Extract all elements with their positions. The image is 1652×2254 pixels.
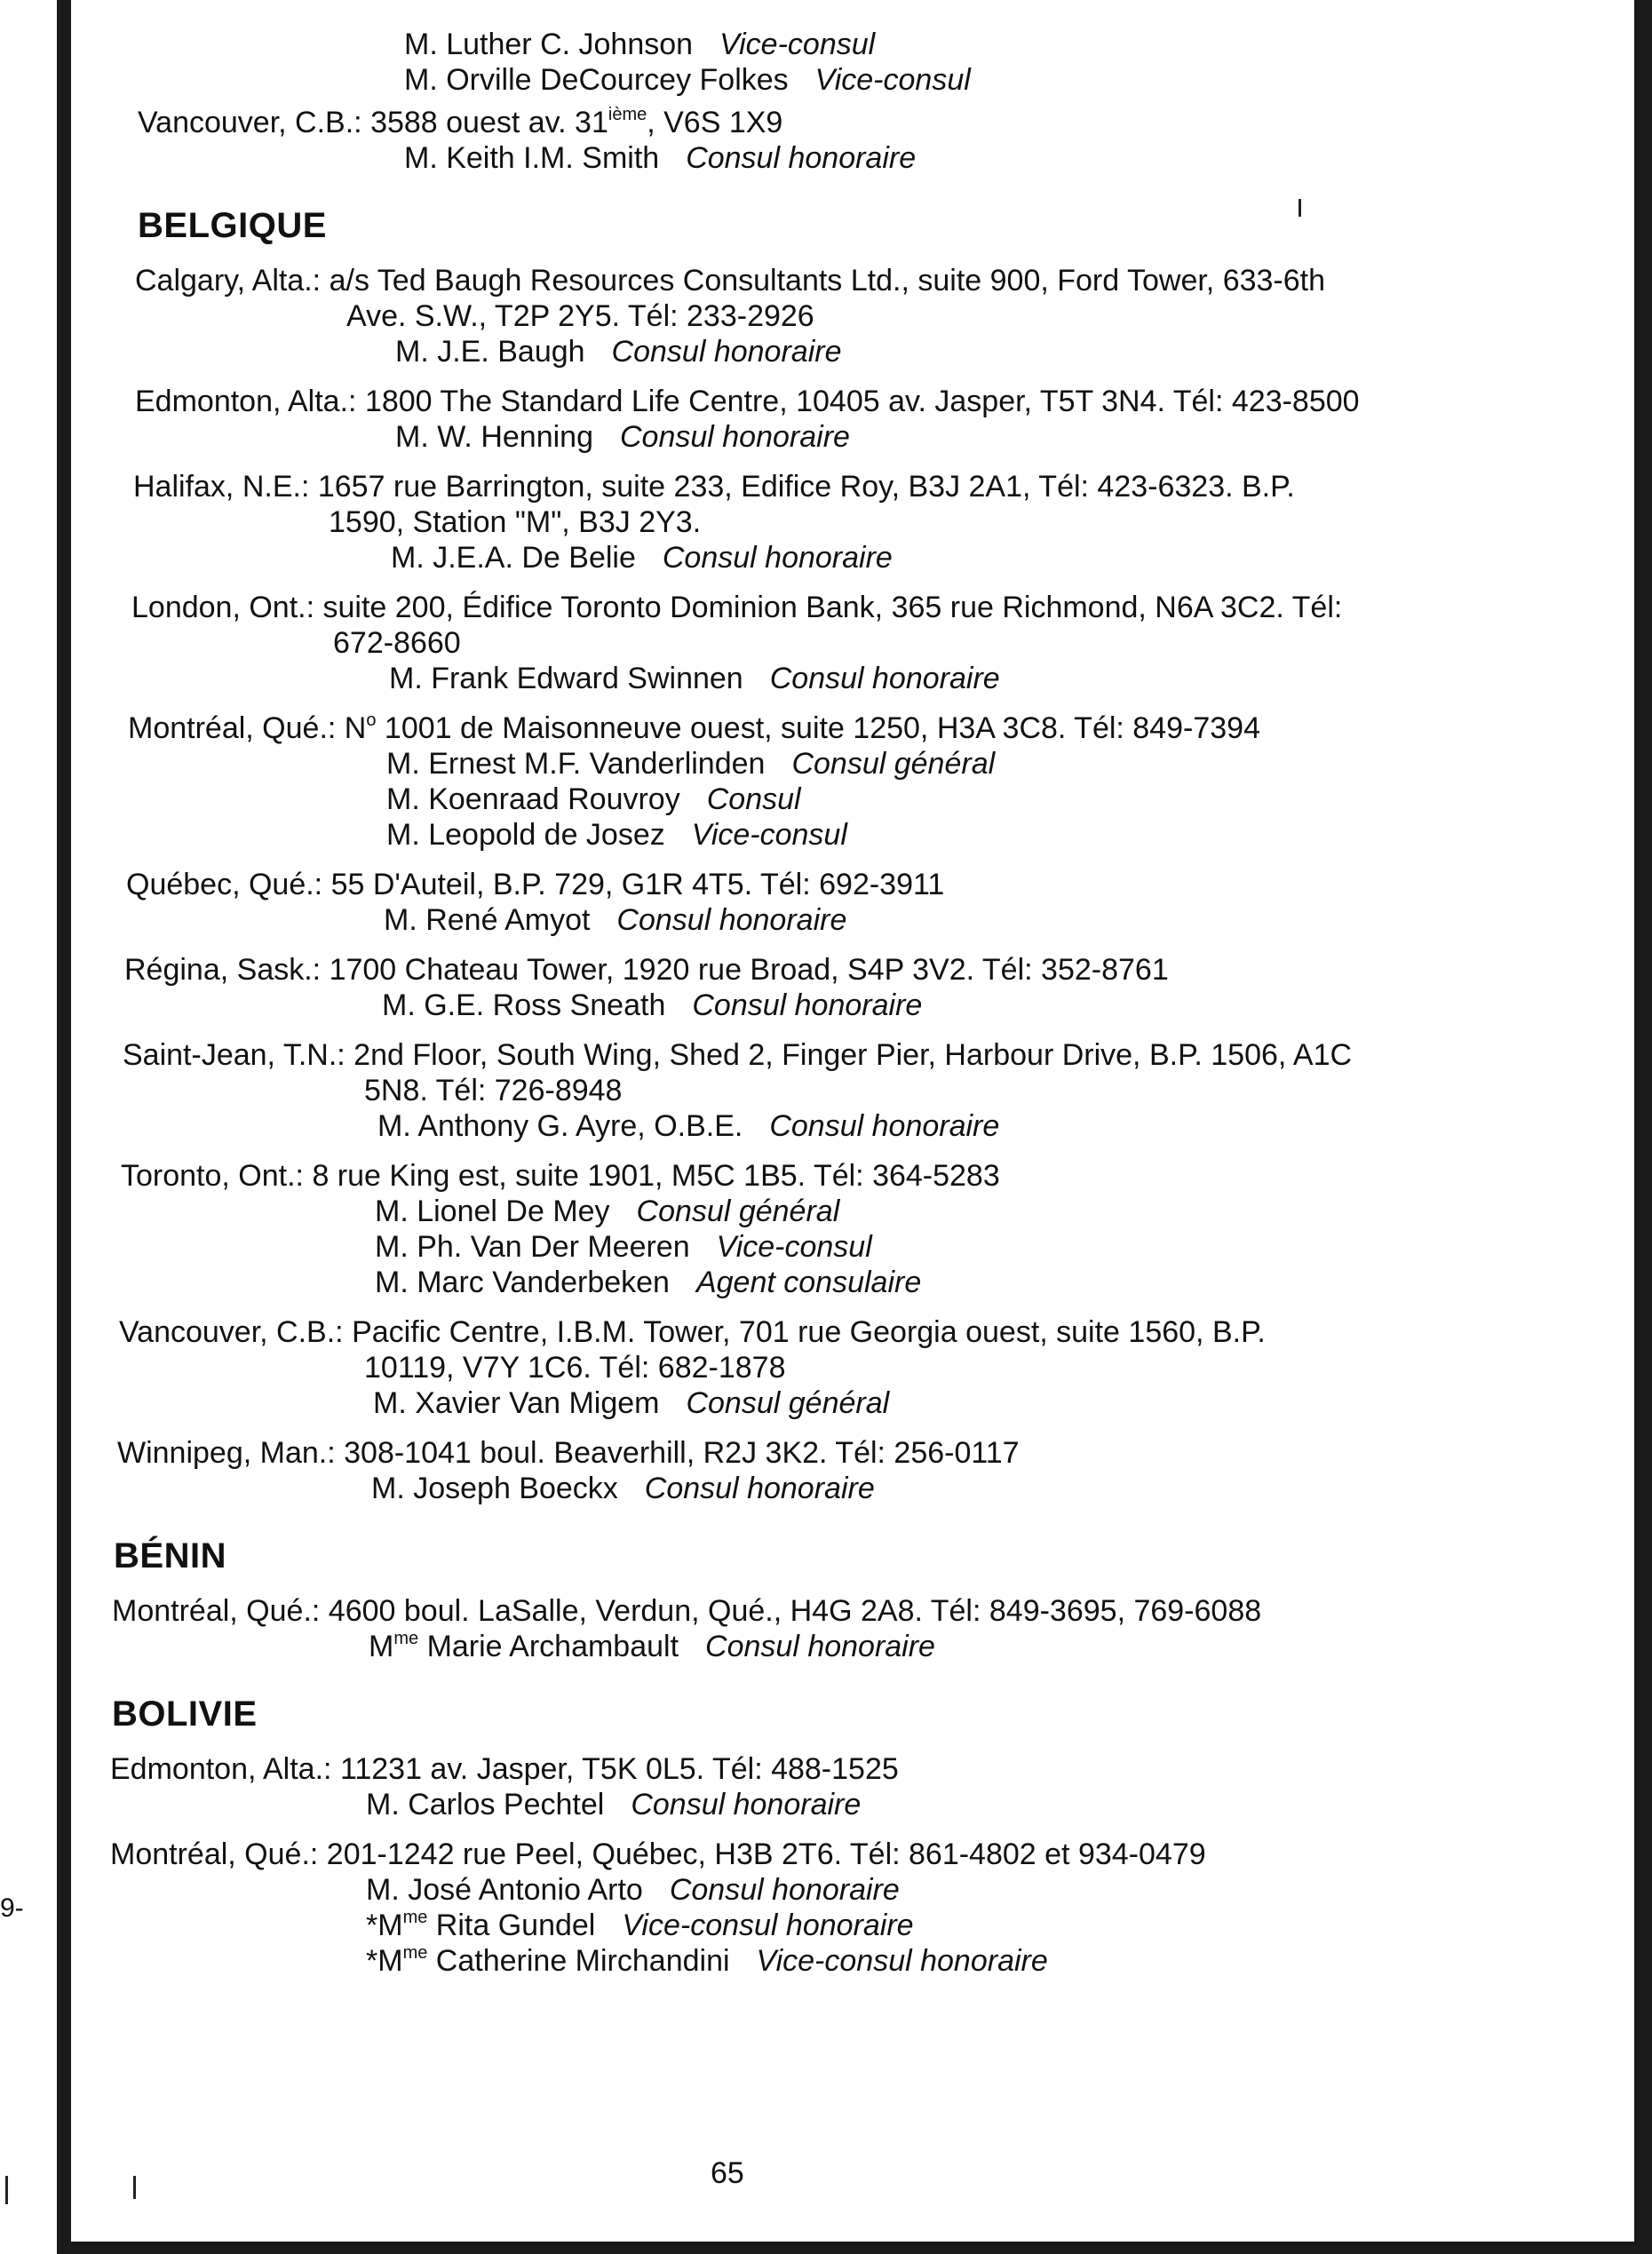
- person-line: [107, 62, 1492, 98]
- person-name: M. Xavier Van Migem: [373, 1386, 660, 1420]
- address: 55 D'Auteil, B.P. 729, G1R 4T5. Tél: 692-3911: [330, 868, 945, 901]
- address-continued: 672-8660: [333, 626, 461, 660]
- person-name: M. Luther C. Johnson: [404, 28, 694, 61]
- person-name: M. J.E.A. De Belie: [391, 541, 636, 575]
- person-name: M. Marc Vanderbeken: [375, 1266, 670, 1299]
- scan-border-right: [1634, 0, 1652, 2254]
- scan-tick: [5, 2176, 8, 2204]
- person-role: Consul honoraire: [686, 141, 917, 175]
- address: 1800 The Standard Life Centre, 10405 av. Jasper, T5T 3N4. Tél: 423-8500: [364, 385, 1360, 418]
- person-line: [107, 1872, 1492, 1908]
- address: Pacific Centre, I.B.M. Tower, 701 rue Georgia ouest, suite 1560, B.P.: [352, 1315, 1266, 1349]
- city-label: Régina, Sask.:: [124, 953, 322, 987]
- person-role: Consul général: [636, 1194, 840, 1228]
- entry-london: [107, 590, 1492, 696]
- person-name: M. G.E. Ross Sneath: [382, 988, 666, 1022]
- person-role: Consul honoraire: [611, 335, 842, 369]
- city-label: London, Ont.:: [131, 591, 315, 624]
- person-name: $M^{me}$ Marie Archambault: [369, 1629, 679, 1663]
- address-continued: Ave. S.W., T2P 2Y5. Tél: 233-2926: [346, 299, 814, 333]
- person-line: [107, 334, 1492, 369]
- person-line: [107, 1194, 1492, 1229]
- person-role: Consul honoraire: [631, 1788, 862, 1821]
- address-continued: 1590, Station "M", B3J 2Y3.: [329, 505, 702, 539]
- person-name: M. Joseph Boeckx: [371, 1472, 618, 1505]
- person-line: [107, 27, 1492, 62]
- person-role: Consul honoraire: [705, 1630, 935, 1663]
- entry-vancouver-top: [107, 105, 1492, 176]
- entry-bolivie-edmonton: [107, 1751, 1492, 1822]
- person-line: [107, 1229, 1492, 1265]
- person-role: Consul général: [686, 1386, 890, 1420]
- person-line: [107, 419, 1492, 455]
- section-heading-belgique: BELGIQUE: [138, 206, 327, 245]
- person-line: [107, 1385, 1492, 1421]
- directory-page: [107, 27, 1492, 1993]
- person-role: Consul honoraire: [616, 903, 847, 937]
- city-label: Vancouver, C.B.:: [119, 1315, 344, 1349]
- address: 8 rue King est, suite 1901, M5C 1B5. Tél: 364-5283: [312, 1159, 1000, 1193]
- person-name: M. W. Henning: [395, 420, 593, 454]
- person-name: M. José Antonio Arto: [366, 1873, 643, 1907]
- address: 4600 boul. LaSalle, Verdun, Qué., H4G 2A8. Tél: 849-3695, 769-6088: [328, 1594, 1262, 1628]
- person-line: [107, 540, 1492, 575]
- person-line: [107, 1471, 1492, 1506]
- entry-saint-jean: [107, 1037, 1492, 1144]
- person-role: Consul: [706, 782, 801, 816]
- city-label: Montréal, Qué.:: [128, 711, 337, 745]
- person-name: M. Anthony G. Ayre, O.B.E.: [377, 1109, 743, 1143]
- entry-calgary: [107, 263, 1492, 369]
- person-role: Vice-consul honoraire: [756, 1944, 1048, 1978]
- person-line: [107, 782, 1492, 817]
- person-name: M. Leopold de Josez: [386, 818, 665, 852]
- city-label: Saint-Jean, T.N.:: [123, 1038, 345, 1072]
- address: 1700 Chateau Tower, 1920 rue Broad, S4P 3V2. Tél: 352-8761: [329, 953, 1169, 987]
- top-block: [107, 27, 1492, 176]
- section-heading-benin: BÉNIN: [114, 1536, 226, 1575]
- person-role: Vice-consul honoraire: [622, 1909, 914, 1942]
- person-role: Vice-consul: [691, 818, 847, 852]
- scan-border-bottom: [57, 2242, 1652, 2254]
- city-label: Winnipeg, Man.:: [117, 1436, 336, 1470]
- entry-quebec: [107, 867, 1492, 938]
- margin-mark: 9-: [0, 1893, 24, 1923]
- person-name: M. Ernest M.F. Vanderlinden: [386, 747, 766, 781]
- person-name: M. Ph. Van Der Meeren: [375, 1230, 690, 1264]
- person-role: Vice-consul: [719, 28, 876, 61]
- entry-benin-montreal: [107, 1593, 1492, 1664]
- address: a/s Ted Baugh Resources Consultants Ltd., suite 900, Ford Tower, 633-6th: [329, 264, 1326, 298]
- address-continued: 5N8. Tél: 726-8948: [364, 1074, 623, 1107]
- person-name: M. René Amyot: [384, 903, 591, 937]
- person-line: [107, 1265, 1492, 1300]
- person-line: [107, 1787, 1492, 1822]
- scan-border-left: [57, 0, 71, 2254]
- person-role: Consul honoraire: [769, 662, 1000, 695]
- person-name: M. Keith I.M. Smith: [404, 141, 660, 175]
- entry-winnipeg: [107, 1435, 1492, 1506]
- address: 11231 av. Jasper, T5K 0L5. Tél: 488-1525: [339, 1752, 899, 1786]
- person-line: [107, 902, 1492, 938]
- person-role: Consul honoraire: [619, 420, 850, 454]
- address: 2nd Floor, South Wing, Shed 2, Finger Pier, Harbour Drive, B.P. 1506, A1C: [353, 1038, 1353, 1072]
- person-line: [107, 1943, 1492, 1979]
- person-role: Vice-consul: [716, 1230, 872, 1264]
- address: 3588 ouest av. 31ième, V6S 1X9: [370, 105, 783, 139]
- city-label: Halifax, N.E.:: [133, 470, 310, 504]
- person-line: [107, 746, 1492, 782]
- person-name: M. Orville DeCourcey Folkes: [404, 63, 789, 97]
- person-line: [107, 140, 1492, 176]
- city-label: Montréal, Qué.:: [110, 1837, 319, 1871]
- city-label: Edmonton, Alta.:: [135, 385, 357, 418]
- person-role: Consul honoraire: [662, 541, 893, 575]
- person-line: [107, 1908, 1492, 1943]
- person-role: Consul honoraire: [769, 1109, 1000, 1143]
- address: 201-1242 rue Peel, Québec, H3B 2T6. Tél: 861-4802 et 934-0479: [326, 1837, 1206, 1871]
- person-line: [107, 661, 1492, 696]
- entry-edmonton: [107, 384, 1492, 455]
- person-role: Consul honoraire: [669, 1873, 900, 1907]
- address: 1657 rue Barrington, suite 233, Edifice Roy, B3J 2A1, Tél: 423-6323. B.P.: [317, 470, 1295, 504]
- entry-bolivie-montreal: [107, 1837, 1492, 1979]
- page-number: 65: [711, 2156, 744, 2190]
- person-line: [107, 1629, 1492, 1664]
- entry-vancouver: [107, 1314, 1492, 1421]
- person-role: Consul honoraire: [692, 988, 923, 1022]
- person-name: M. Carlos Pechtel: [366, 1788, 605, 1821]
- person-name: M. J.E. Baugh: [395, 335, 585, 369]
- person-name: M. Lionel De Mey: [375, 1194, 610, 1228]
- person-role: Vice-consul: [814, 63, 971, 97]
- entry-halifax: [107, 469, 1492, 575]
- city-label: Montréal, Qué.:: [112, 1594, 321, 1628]
- person-name: M. Koenraad Rouvroy: [386, 782, 680, 816]
- person-name: M. Frank Edward Swinnen: [389, 662, 743, 695]
- person-line: [107, 988, 1492, 1023]
- entry-toronto: [107, 1158, 1492, 1300]
- address-continued: 10119, V7Y 1C6. Tél: 682-1878: [364, 1351, 786, 1385]
- city-label: Edmonton, Alta.:: [110, 1752, 332, 1786]
- person-role: Consul honoraire: [644, 1472, 875, 1505]
- address: $N^o$ 1001 de Maisonneuve ouest, suite 1250, H3A 3C8. Tél: 849-7394: [344, 710, 1260, 745]
- person-role: Consul général: [791, 747, 996, 781]
- section-heading-bolivie: BOLIVIE: [112, 1694, 258, 1734]
- city-label: Vancouver, C.B.:: [138, 106, 362, 139]
- entry-regina: [107, 952, 1492, 1023]
- person-name: $*M^{me}$ Catherine Mirchandini: [366, 1943, 730, 1978]
- address: 308-1041 boul. Beaverhill, R2J 3K2. Tél: 256-0117: [344, 1436, 1020, 1470]
- entry-montreal: [107, 710, 1492, 853]
- person-role: Agent consulaire: [695, 1266, 922, 1299]
- city-label: Calgary, Alta.:: [135, 264, 322, 298]
- city-label: Québec, Qué.:: [126, 868, 323, 901]
- address: suite 200, Édifice Toronto Dominion Bank, 365 rue Richmond, N6A 3C2. Tél:: [322, 591, 1343, 624]
- person-name: $*M^{me}$ Rita Gundel: [366, 1908, 596, 1942]
- person-line: [107, 817, 1492, 853]
- city-label: Toronto, Ont.:: [121, 1159, 304, 1193]
- scan-tick: [133, 2176, 136, 2199]
- belgique-entries: [107, 263, 1492, 1506]
- person-line: [107, 1108, 1492, 1144]
